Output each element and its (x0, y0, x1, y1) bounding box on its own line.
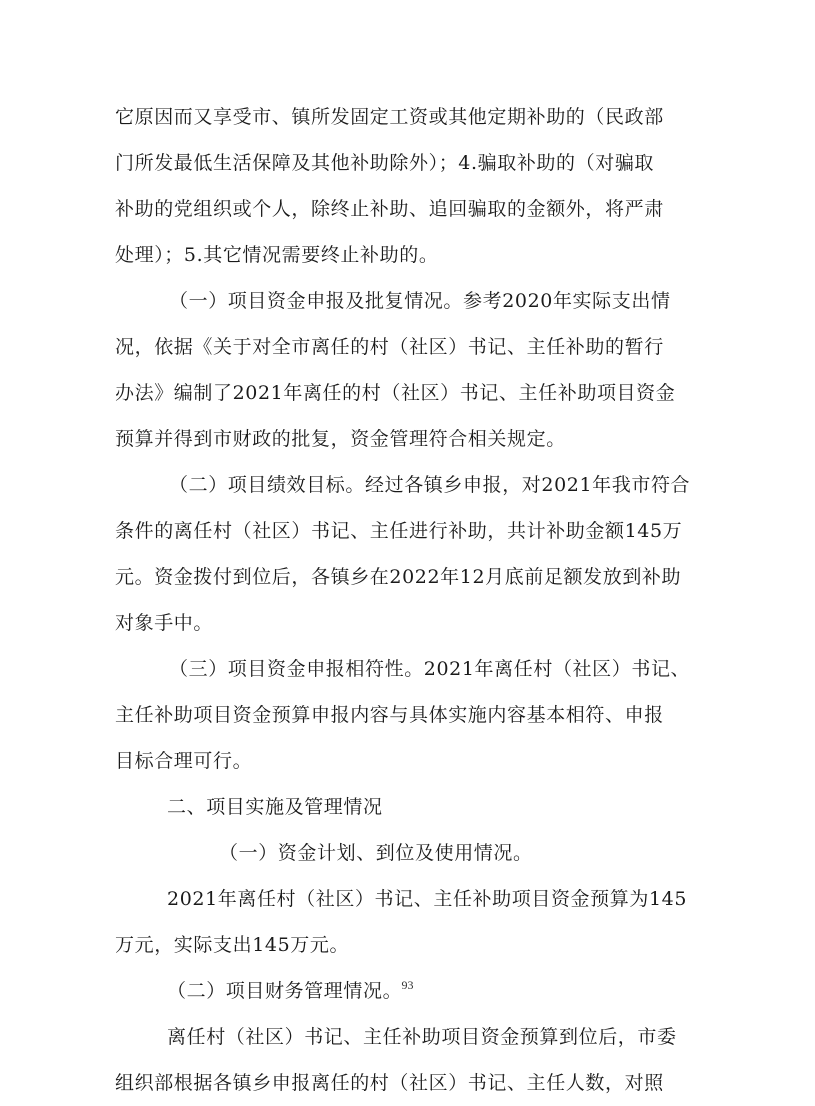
text-line: 办法》编制了2021年离任的村（社区）书记、主任补助项目资金 (115, 382, 676, 404)
page-number: 93 (401, 978, 414, 992)
text-line: 它原因而又享受市、镇所发固定工资或其他定期补助的（民政部 (115, 106, 664, 128)
section-heading: 二、项目实施及管理情况 (167, 796, 383, 818)
text-line: 预算并得到市财政的批复，资金管理符合相关规定。 (115, 428, 566, 450)
subsection-heading: （二）项目财务管理情况。 (167, 980, 403, 1002)
text-line: 万元，实际支出145万元。 (115, 934, 350, 956)
body-text (115, 94, 700, 1106)
text-line: （三）项目资金申报相符性。2021年离任村（社区）书记、 (169, 658, 691, 680)
text-line: 主任补助项目资金预算申报内容与具体实施内容基本相符、申报 (115, 704, 664, 726)
text-line: 目标合理可行。 (115, 750, 253, 772)
text-line: 门所发最低生活保障及其他补助除外）；4.骗取补助的（对骗取 (115, 152, 655, 174)
text-line: 元。资金拨付到位后，各镇乡在2022年12月底前足额发放到补助 (115, 566, 682, 588)
text-line: 离任村（社区）书记、主任补助项目资金预算到位后，市委 (167, 1026, 677, 1048)
text-line: （一）项目资金申报及批复情况。参考2020年实际支出情 (169, 290, 671, 312)
text-line: 对象手中。 (115, 612, 214, 634)
text-line: 2021年离任村（社区）书记、主任补助项目资金预算为145 (167, 888, 688, 910)
text-line: 处理）；5.其它情况需要终止补助的。 (115, 244, 439, 266)
text-line: （二）项目绩效目标。经过各镇乡申报，对2021年我市符合 (169, 474, 691, 496)
text-line: 况，依据《关于对全市离任的村（社区）书记、主任补助的暂行 (115, 336, 664, 358)
text-line: 补助的党组织或个人，除终止补助、追回骗取的金额外，将严肃 (115, 198, 664, 220)
text-line: 组织部根据各镇乡申报离任的村（社区）书记、主任人数，对照 (115, 1072, 664, 1094)
subsection-heading: （一）资金计划、到位及使用情况。 (219, 842, 533, 864)
text-line: 条件的离任村（社区）书记、主任进行补助，共计补助金额145万 (115, 520, 683, 542)
